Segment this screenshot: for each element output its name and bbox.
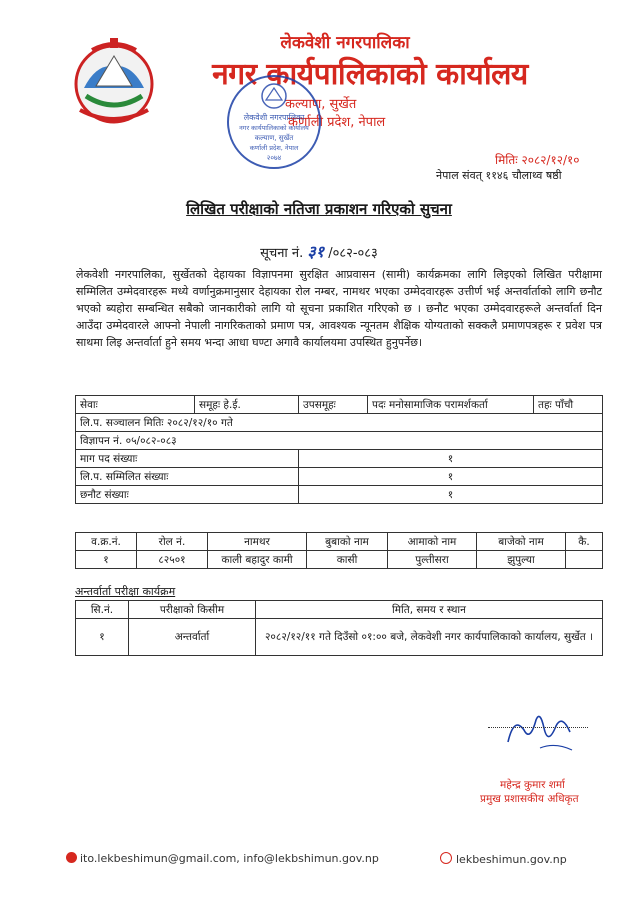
website-text[interactable]: lekbeshimun.gov.np bbox=[456, 853, 567, 866]
globe-icon bbox=[440, 852, 452, 864]
notice-body: लेकवेशी नगरपालिका, सुर्खेतको देहायका विज्ञापनमा सुरक्षित आप्रवासन (सामी) कार्यक्रमका लागि लिइएको लिखित परीक्षामा सम्मिलित उम्मेदवारहरू मध्ये वर्णानुक्रमानुसार देहायका रोल नम्बर, नामथर भएका उम्मेदवारहरू उत्तीर्ण भई अन्तर्वार्ताको लागि छनौट भएको ब्यहोरा सम्बन्धित सबैको जानकारीको लागि यो सूचना प्रकाशित गरिएको छ । छनौट भएका उम्मेदवारहरूले अन्तर्वार्ता दिन आउँदा उम्मेदवारले आफ्नो नेपाली नागरिकताको प्रमाण पत्र, आवश्यक न्यूनतम शैक्षिक योग्यताको सक्कलै प्रमाणपत्रहरू र प्रवेश पत्र साथमा लिइ अन्तर्वार्ता हुने समय भन्दा आधा घण्टा अगावै कार्यालयमा उपस्थित हुनुपर्नेछ। bbox=[76, 268, 602, 349]
cell-serial: १ bbox=[76, 551, 137, 569]
ref-prefix: सूचना नं. bbox=[260, 246, 304, 261]
nepal-samvat-date: नेपाल संवत् ११४६ चौलाथ्व षष्ठी bbox=[436, 169, 562, 182]
notice-title: लिखित परीक्षाको नतिजा प्रकाशन गरिएको सुचना bbox=[186, 200, 452, 218]
cell-grandfather: झुपुल्या bbox=[477, 551, 566, 569]
table-row bbox=[76, 619, 603, 656]
official-stamp bbox=[222, 70, 326, 174]
municipality-name: लेकवेशी नगरपालिका bbox=[280, 33, 410, 53]
col-header: नामथर bbox=[208, 533, 307, 551]
col-header: सि.नं. bbox=[76, 601, 129, 619]
cell-father: कासी bbox=[307, 551, 388, 569]
col-header: बुबाको नाम bbox=[307, 533, 388, 551]
cell-type: अन्तर्वार्ता bbox=[129, 619, 256, 656]
col-header: रोल नं. bbox=[137, 533, 208, 551]
cell-mother: पुल्तीसरा bbox=[388, 551, 477, 569]
signatory-title: प्रमुख प्रशासकीय अधिकृत bbox=[480, 793, 579, 805]
cell-datetime: २०८२/१२/११ गते दिउँसो ०१:०० बजे, लेकवेशी नगर कार्यपालिकाको कार्यालय, सुर्खेत । bbox=[256, 619, 603, 656]
stamp-line-3: कल्याण, सुर्खेत bbox=[254, 134, 294, 142]
signature-scribble bbox=[500, 706, 580, 756]
cell-serial: १ bbox=[76, 619, 129, 656]
ref-suffix: /०८२-०८३ bbox=[328, 246, 378, 261]
email-icon bbox=[66, 852, 77, 863]
group-cell: समूहः हे.ई. bbox=[195, 396, 299, 414]
attended-label: लि.प. सम्मिलित संख्याः bbox=[76, 468, 299, 486]
stamp-line-5: २०७४ bbox=[266, 154, 282, 162]
ad-number-cell: विज्ञापन नं. ०५/०८२-०८३ bbox=[76, 432, 603, 450]
level-cell: तहः पाँचौ bbox=[534, 396, 603, 414]
subgroup-cell: उपसमूहः bbox=[299, 396, 368, 414]
stamp-line-2: नगर कार्यपालिकाको कार्यालय bbox=[239, 124, 309, 132]
post-cell: पदः मनोसामाजिक परामर्शकर्ता bbox=[368, 396, 534, 414]
notice-reference bbox=[0, 240, 638, 262]
office-name: नगर कार्यपालिकाको कार्यालय bbox=[212, 57, 528, 92]
cell-name: काली बहादुर कामी bbox=[208, 551, 307, 569]
schedule-table bbox=[75, 600, 603, 656]
issue-date: मितिः २०८२/१२/१० bbox=[495, 153, 580, 167]
col-header: आमाको नाम bbox=[388, 533, 477, 551]
cell-remarks bbox=[566, 551, 603, 569]
ref-number: ३१ bbox=[307, 242, 325, 261]
col-header: परीक्षाको किसीम bbox=[129, 601, 256, 619]
footer-email[interactable] bbox=[66, 852, 379, 865]
attended-value: १ bbox=[299, 468, 603, 486]
stamp-line-1: लेकवेशी नगरपालिका bbox=[243, 113, 305, 122]
col-header: बाजेको नाम bbox=[477, 533, 566, 551]
signatory-name: महेन्द्र कुमार शर्मा bbox=[500, 779, 565, 791]
col-header: कै. bbox=[566, 533, 603, 551]
signature-line bbox=[488, 727, 588, 728]
demand-value: १ bbox=[299, 450, 603, 468]
cell-roll: ८२५०१ bbox=[137, 551, 208, 569]
service-cell: सेवाः bbox=[76, 396, 195, 414]
table-row bbox=[76, 551, 603, 569]
post-details-table bbox=[75, 395, 603, 504]
address-line-1: कल्याण, सुर्खेत bbox=[285, 97, 357, 112]
demand-label: माग पद संख्याः bbox=[76, 450, 299, 468]
address-line-2: कर्णाली प्रदेश, नेपाल bbox=[288, 115, 386, 130]
col-header: व.क्र.नं. bbox=[76, 533, 137, 551]
col-header: मिति, समय र स्थान bbox=[256, 601, 603, 619]
nepal-emblem-icon bbox=[66, 36, 162, 126]
results-table bbox=[75, 532, 603, 569]
selected-label: छनौट संख्याः bbox=[76, 486, 299, 504]
footer-website[interactable] bbox=[440, 852, 567, 866]
stamp-line-4: कर्णाली प्रदेश, नेपाल bbox=[249, 144, 299, 152]
selected-value: १ bbox=[299, 486, 603, 504]
schedule-heading: अन्तर्वार्ता परीक्षा कार्यक्रम bbox=[75, 585, 176, 598]
email-text[interactable]: ito.lekbeshimun@gmail.com, info@lekbshimun.gov.np bbox=[80, 852, 379, 865]
exam-date-cell: लि.प. सञ्चालन मितिः २०८२/१२/१० गते bbox=[76, 414, 603, 432]
